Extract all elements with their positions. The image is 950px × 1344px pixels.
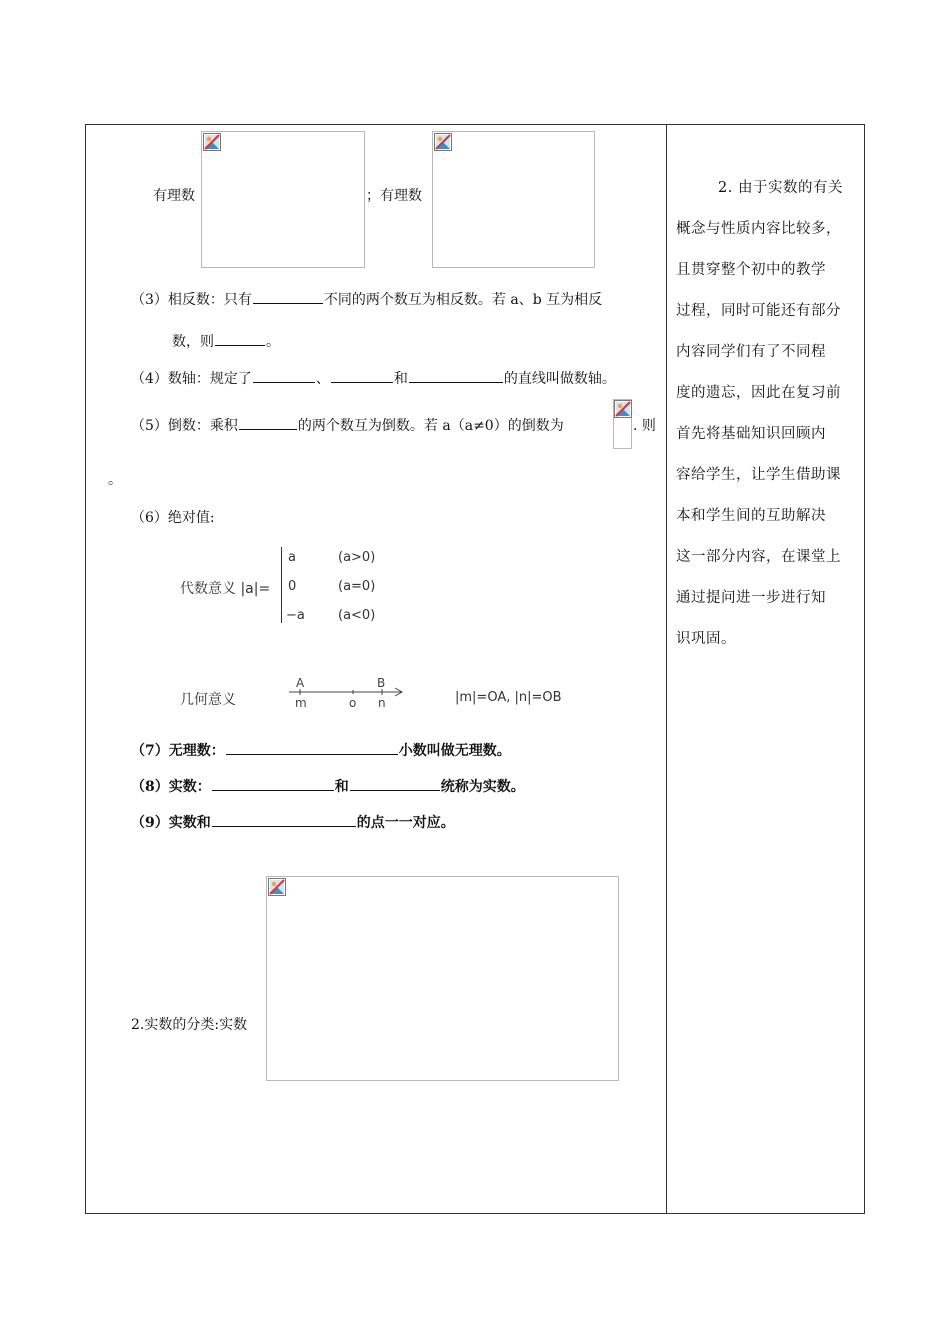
item-opposite-numbers-cont [172, 331, 280, 351]
case-expr-1: a [288, 550, 296, 565]
item8-text-b: 和 [334, 779, 349, 795]
item3-text-c: 数，则 [172, 334, 214, 350]
item-absolute-value: （6）绝对值: [131, 510, 215, 526]
item4-text-a: （4）数轴：规定了 [131, 371, 252, 387]
broken-image-icon [268, 878, 286, 896]
item-reciprocal [131, 415, 564, 435]
blank-field[interactable] [212, 812, 356, 827]
item3-text-a: （3）相反数：只有 [131, 292, 252, 308]
broken-image-icon [203, 133, 221, 151]
point-m-label: m [295, 696, 307, 710]
item3-text-b: 不同的两个数互为相反数。若 a、b 互为相反 [323, 292, 603, 308]
broken-image-icon [434, 133, 452, 151]
note-line: 首先将基础知识回顾内 [676, 426, 826, 442]
blank-field[interactable] [253, 368, 315, 383]
blank-field[interactable] [253, 289, 323, 304]
blank-field[interactable] [239, 415, 297, 430]
item4-text-b: 、 [315, 371, 330, 387]
note-line: 识巩固。 [676, 631, 736, 647]
note-line: 过程，同时可能还有部分 [676, 303, 841, 319]
blank-field[interactable] [226, 740, 398, 755]
item5-text-b: 的两个数互为倒数。若 a（a≠0）的倒数为 [297, 418, 564, 434]
rational-label-1: 有理数 [153, 188, 195, 204]
note-line: 概念与性质内容比较多， [676, 221, 841, 237]
geometric-formula: |m|=OA, |n|=OB [455, 690, 562, 705]
item-correspondence [131, 812, 455, 832]
point-a-label: A [296, 676, 305, 690]
rational-diagram-image-1 [201, 131, 365, 268]
item-real-numbers [131, 776, 525, 796]
broken-image-icon [614, 400, 632, 418]
item9-text-b: 的点一一对应。 [356, 815, 455, 831]
point-n-label: n [378, 696, 386, 710]
item4-text-c: 和 [393, 371, 408, 387]
item5-text-a: （5）倒数：乘积 [131, 418, 238, 434]
item4-text-d: 的直线叫做数轴。 [503, 371, 616, 387]
geometric-meaning-label: 几何意义 [180, 692, 236, 708]
classification-label: 2.实数的分类:实数 [131, 1017, 248, 1033]
blank-field[interactable] [212, 776, 334, 791]
case-cond-2: (a=0) [338, 579, 376, 594]
item9-text-a: （9）实数和 [131, 815, 211, 831]
origin-label: o [349, 696, 357, 710]
point-b-label: B [377, 676, 386, 690]
blank-field[interactable] [331, 368, 393, 383]
item3-text-d: 。 [266, 334, 280, 350]
note-line: 这一部分内容，在课堂上 [676, 549, 841, 565]
item8-text-c: 统称为实数。 [440, 779, 525, 795]
note-line: 2. 由于实数的有关 [718, 180, 843, 196]
column-divider [666, 124, 667, 1214]
note-line: 内容同学们有了不同程 [676, 344, 826, 360]
item5-tail: 。 [108, 472, 122, 488]
item-opposite-numbers [131, 289, 602, 309]
item7-text-a: （7）无理数： [131, 743, 225, 759]
blank-field[interactable] [350, 776, 440, 791]
number-line-diagram [285, 676, 410, 712]
item7-text-b: 小数叫做无理数。 [398, 743, 511, 759]
teaching-note [676, 168, 856, 660]
item8-text-a: （8）实数： [131, 779, 211, 795]
blank-field[interactable] [215, 331, 265, 346]
note-line: 容给学生，让学生借助课 [676, 467, 841, 483]
reciprocal-formula-image [613, 399, 632, 449]
note-line: 通过提问进一步进行知 [676, 590, 826, 606]
algebraic-meaning-label: 代数意义 |a|= [180, 581, 271, 597]
case-expr-3: −a [286, 608, 305, 623]
item-number-line [131, 368, 616, 388]
note-line: 本和学生间的互助解决 [676, 508, 826, 524]
item5-text-c: . 则 [633, 418, 656, 434]
rational-diagram-image-2 [432, 131, 595, 268]
blank-field[interactable] [409, 368, 503, 383]
classification-diagram-image [266, 876, 619, 1081]
note-line: 且贯穿整个初中的教学 [676, 262, 826, 278]
rational-label-2: ；有理数 [366, 188, 422, 204]
item-irrational [131, 740, 511, 760]
case-cond-3: (a<0) [338, 608, 376, 623]
case-expr-2: 0 [288, 579, 297, 594]
case-cond-1: (a>0) [338, 550, 376, 565]
note-line: 度的遗忘，因此在复习前 [676, 385, 841, 401]
